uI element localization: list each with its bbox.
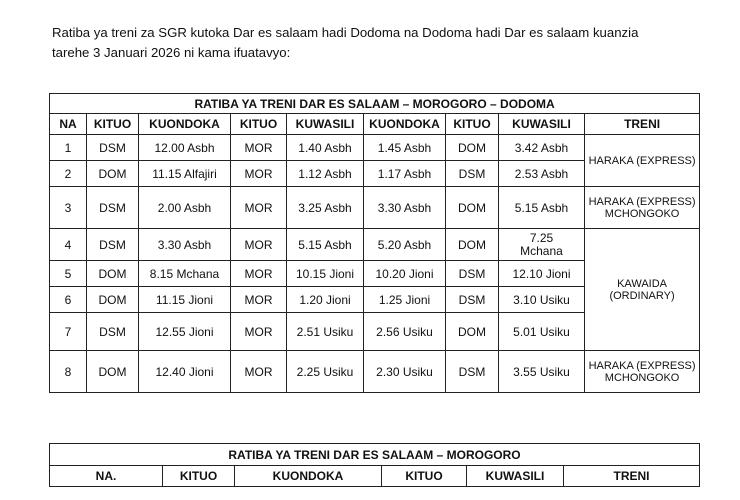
cell: 6 bbox=[50, 287, 87, 313]
cell: 3.10 Usiku bbox=[499, 287, 585, 313]
cell: DOM bbox=[446, 135, 499, 161]
column-header: TRENI bbox=[564, 466, 700, 487]
cell: MOR bbox=[231, 187, 287, 229]
cell: MOR bbox=[231, 351, 287, 393]
intro-line-2: tarehe 3 Januari 2026 ni kama ifuatavyo: bbox=[52, 45, 291, 60]
cell: MOR bbox=[231, 229, 287, 261]
cell: 5.01 Usiku bbox=[499, 313, 585, 351]
cell: 12.55 Jioni bbox=[139, 313, 231, 351]
table-title: RATIBA YA TRENI DAR ES SALAAM – MOROGORO bbox=[50, 444, 700, 466]
cell: 12.00 Asbh bbox=[139, 135, 231, 161]
table-title: RATIBA YA TRENI DAR ES SALAAM – MOROGORO – DODOMA bbox=[50, 94, 700, 114]
column-header: KUONDOKA bbox=[364, 114, 446, 135]
column-header: KUWASILI bbox=[467, 466, 564, 487]
cell: 1.25 Jioni bbox=[364, 287, 446, 313]
column-header: KUWASILI bbox=[499, 114, 585, 135]
table-row bbox=[50, 229, 700, 261]
cell: 12.10 Jioni bbox=[499, 261, 585, 287]
cell: 5.15 Asbh bbox=[499, 187, 585, 229]
column-header: KUWASILI bbox=[287, 114, 364, 135]
intro-line-1: Ratiba ya treni za SGR kutoka Dar es salaam hadi Dodoma na Dodoma hadi Dar es salaam kuanzia bbox=[52, 25, 639, 40]
cell: 7 bbox=[50, 313, 87, 351]
train-type-cell: HARAKA (EXPRESS) bbox=[585, 135, 700, 187]
cell: MOR bbox=[231, 313, 287, 351]
cell: 2.53 Asbh bbox=[499, 161, 585, 187]
train-type-cell: HARAKA (EXPRESS) MCHONGOKO bbox=[585, 187, 700, 229]
cell: DOM bbox=[446, 187, 499, 229]
cell: 3.30 Asbh bbox=[364, 187, 446, 229]
cell: DSM bbox=[446, 161, 499, 187]
cell: 1.17 Asbh bbox=[364, 161, 446, 187]
cell: 1.20 Jioni bbox=[287, 287, 364, 313]
cell: 3.55 Usiku bbox=[499, 351, 585, 393]
column-header: KUONDOKA bbox=[235, 466, 382, 487]
intro-text bbox=[52, 23, 732, 63]
cell: DOM bbox=[446, 313, 499, 351]
column-header: TRENI bbox=[585, 114, 700, 135]
cell: 3 bbox=[50, 187, 87, 229]
column-header: KITUO bbox=[231, 114, 287, 135]
cell: DSM bbox=[87, 135, 139, 161]
column-header: KITUO bbox=[163, 466, 235, 487]
table-row bbox=[50, 187, 700, 229]
cell: DOM bbox=[87, 161, 139, 187]
train-type-cell: KAWAIDA (ORDINARY) bbox=[585, 229, 700, 351]
cell: 2.00 Asbh bbox=[139, 187, 231, 229]
cell: DOM bbox=[446, 229, 499, 261]
cell: 1.45 Asbh bbox=[364, 135, 446, 161]
cell: 3.30 Asbh bbox=[139, 229, 231, 261]
cell: 2.51 Usiku bbox=[287, 313, 364, 351]
cell: 5.20 Asbh bbox=[364, 229, 446, 261]
cell: MOR bbox=[231, 135, 287, 161]
cell: 5.15 Asbh bbox=[287, 229, 364, 261]
cell: DSM bbox=[446, 351, 499, 393]
table-row bbox=[50, 135, 700, 161]
cell: DOM bbox=[87, 351, 139, 393]
cell: MOR bbox=[231, 287, 287, 313]
cell: 10.20 Jioni bbox=[364, 261, 446, 287]
cell: 2.30 Usiku bbox=[364, 351, 446, 393]
column-header: NA. bbox=[50, 466, 163, 487]
cell: 5 bbox=[50, 261, 87, 287]
cell: 3.42 Asbh bbox=[499, 135, 585, 161]
cell: 11.15 Alfajiri bbox=[139, 161, 231, 187]
column-header: NA bbox=[50, 114, 87, 135]
cell: DOM bbox=[87, 287, 139, 313]
column-header: KITUO bbox=[446, 114, 499, 135]
cell: MOR bbox=[231, 261, 287, 287]
column-header: KUONDOKA bbox=[139, 114, 231, 135]
cell: 2.25 Usiku bbox=[287, 351, 364, 393]
cell: 1 bbox=[50, 135, 87, 161]
table-row bbox=[50, 351, 700, 393]
cell: 8.15 Mchana bbox=[139, 261, 231, 287]
schedule-table-dsm-mor bbox=[49, 443, 700, 487]
cell: 10.15 Jioni bbox=[287, 261, 364, 287]
schedule-table-dsm-mor-dom bbox=[49, 93, 700, 393]
cell: DSM bbox=[446, 287, 499, 313]
cell: 3.25 Asbh bbox=[287, 187, 364, 229]
train-type-cell: HARAKA (EXPRESS) MCHONGOKO bbox=[585, 351, 700, 393]
cell: 7.25 Mchana bbox=[499, 229, 585, 261]
cell: 4 bbox=[50, 229, 87, 261]
cell: 2 bbox=[50, 161, 87, 187]
cell: 8 bbox=[50, 351, 87, 393]
cell: DSM bbox=[87, 187, 139, 229]
cell: 1.12 Asbh bbox=[287, 161, 364, 187]
cell: DSM bbox=[87, 229, 139, 261]
column-header: KITUO bbox=[87, 114, 139, 135]
cell: 1.40 Asbh bbox=[287, 135, 364, 161]
cell: 11.15 Jioni bbox=[139, 287, 231, 313]
cell: 2.56 Usiku bbox=[364, 313, 446, 351]
column-header: KITUO bbox=[382, 466, 467, 487]
cell: DSM bbox=[87, 313, 139, 351]
cell: 12.40 Jioni bbox=[139, 351, 231, 393]
cell: DSM bbox=[446, 261, 499, 287]
cell: DOM bbox=[87, 261, 139, 287]
cell: MOR bbox=[231, 161, 287, 187]
